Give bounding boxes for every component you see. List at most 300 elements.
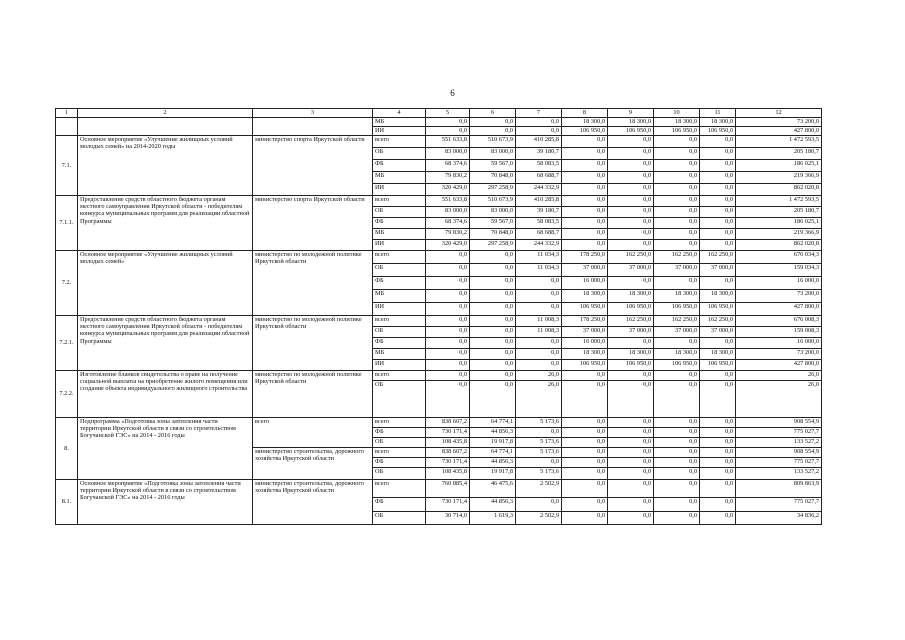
amount-value: 0,0	[700, 218, 736, 229]
amount-value: 0,0	[700, 184, 736, 196]
amount-value: 178 250,0	[562, 316, 608, 327]
amount-value: 0,0	[562, 136, 608, 148]
amount-value: 0,0	[700, 480, 736, 498]
amount-value: 68 374,6	[426, 218, 470, 229]
amount-value: 0,0	[608, 196, 654, 207]
amount-value: 0,0	[608, 229, 654, 240]
funding-source: ОБ	[373, 327, 426, 338]
column-header: 11	[700, 109, 736, 118]
amount-value: 0,0	[608, 428, 654, 438]
amount-value: 0,0	[608, 148, 654, 160]
amount-value: 106 950,0	[700, 127, 736, 136]
amount-value: 0,0	[470, 360, 516, 371]
amount-value: 0,0	[608, 371, 654, 381]
table-row	[56, 418, 822, 428]
total-value: 219 366,9	[736, 229, 822, 240]
total-value: 73 200,0	[736, 118, 822, 127]
amount-value: 0,0	[608, 172, 654, 184]
funding-source: МБ	[373, 290, 426, 303]
total-value: 219 366,9	[736, 172, 822, 184]
amount-value: 410 285,8	[516, 196, 562, 207]
amount-value: 0,0	[608, 418, 654, 428]
funding-source: ФБ	[373, 498, 426, 512]
amount-value: 108 435,8	[426, 468, 470, 480]
amount-value: 11 008,3	[516, 327, 562, 338]
funding-source: всего	[373, 418, 426, 428]
funding-source: ОБ	[373, 381, 426, 418]
amount-value: 106 950,0	[700, 303, 736, 316]
amount-value: 0,0	[516, 118, 562, 127]
funding-source: всего	[373, 196, 426, 207]
amount-value: 0,0	[470, 316, 516, 327]
amount-value: 106 950,0	[562, 127, 608, 136]
item-index: 8.1.	[56, 480, 78, 525]
funding-source: ИИ	[373, 360, 426, 371]
funding-source: ИИ	[373, 127, 426, 136]
table-row	[56, 136, 822, 148]
item-index: 7.2.	[56, 251, 78, 316]
amount-value: 162 250,0	[608, 316, 654, 327]
amount-value: 0,0	[470, 303, 516, 316]
amount-value: 0,0	[700, 172, 736, 184]
total-value: 775 027,7	[736, 428, 822, 438]
amount-value: 70 848,0	[470, 172, 516, 184]
amount-value: 0,0	[654, 207, 700, 218]
column-header: 3	[253, 109, 373, 118]
amount-value: 0,0	[426, 251, 470, 264]
amount-value: 18 300,0	[608, 349, 654, 360]
amount-value: 510 673,9	[470, 196, 516, 207]
amount-value: 0,0	[654, 240, 700, 251]
funding-source: МБ	[373, 172, 426, 184]
item-executor: министерство по молодежной политике Иркутской области	[253, 316, 373, 371]
amount-value: 0,0	[562, 207, 608, 218]
amount-value: 0,0	[654, 512, 700, 525]
amount-value: 0,0	[608, 240, 654, 251]
total-value: 908 554,9	[736, 448, 822, 458]
amount-value: 19 917,8	[470, 438, 516, 448]
amount-value: 5 173,6	[516, 448, 562, 458]
amount-value: 244 332,9	[516, 184, 562, 196]
amount-value: 0,0	[516, 303, 562, 316]
amount-value: 0,0	[562, 371, 608, 381]
item-executor: министерство по молодежной политике Иркутской области	[253, 371, 373, 418]
amount-value: 0,0	[700, 498, 736, 512]
amount-value: 0,0	[700, 196, 736, 207]
amount-value: 551 633,8	[426, 196, 470, 207]
total-value: 133 527,2	[736, 438, 822, 448]
amount-value: 0,0	[654, 468, 700, 480]
funding-source: ФБ	[373, 218, 426, 229]
amount-value: 106 950,0	[654, 360, 700, 371]
amount-value: 68 688,7	[516, 229, 562, 240]
amount-value: 16 000,0	[562, 338, 608, 349]
total-value: 1 472 593,5	[736, 196, 822, 207]
total-value: 427 800,0	[736, 127, 822, 136]
amount-value: 0,0	[654, 229, 700, 240]
total-value: 186 025,1	[736, 160, 822, 172]
amount-value: 0,0	[700, 418, 736, 428]
amount-value: 44 856,3	[470, 498, 516, 512]
amount-value: 162 250,0	[654, 251, 700, 264]
item-executor: министерство по молодежной политике Иркутской области	[253, 251, 373, 316]
amount-value: 46 475,6	[470, 480, 516, 498]
amount-value: 37 000,0	[654, 327, 700, 338]
amount-value: 0,0	[470, 381, 516, 418]
amount-value: 0,0	[470, 251, 516, 264]
column-header: 10	[654, 109, 700, 118]
total-value: 427 800,0	[736, 360, 822, 371]
amount-value: 2 502,9	[516, 512, 562, 525]
amount-value: 0,0	[562, 172, 608, 184]
amount-value: 0,0	[700, 428, 736, 438]
item-name	[78, 118, 253, 136]
amount-value: 320 429,0	[426, 240, 470, 251]
column-header: 5	[426, 109, 470, 118]
amount-value: 0,0	[470, 349, 516, 360]
amount-value: 106 950,0	[608, 303, 654, 316]
amount-value: 0,0	[470, 264, 516, 277]
amount-value: 510 673,9	[470, 136, 516, 148]
total-value: 26,0	[736, 381, 822, 418]
column-header: 12	[736, 109, 822, 118]
funding-source: всего	[373, 480, 426, 498]
amount-value: 106 950,0	[654, 303, 700, 316]
amount-value: 0,0	[426, 360, 470, 371]
amount-value: 162 250,0	[700, 251, 736, 264]
amount-value: 0,0	[470, 338, 516, 349]
amount-value: 26,0	[516, 371, 562, 381]
amount-value: 64 774,1	[470, 448, 516, 458]
amount-value: 0,0	[562, 218, 608, 229]
amount-value: 0,0	[426, 316, 470, 327]
amount-value: 0,0	[654, 381, 700, 418]
funding-source: ИИ	[373, 184, 426, 196]
funding-source: ФБ	[373, 160, 426, 172]
column-header: 1	[56, 109, 78, 118]
item-name: Подпрограмма «Подготовка зоны затопления части территории Иркутской области в связи со строительством Богучанской ГЭС» на 2014 - 2016 годы	[78, 418, 253, 480]
amount-value: 0,0	[608, 207, 654, 218]
amount-value: 83 000,0	[470, 207, 516, 218]
funding-source: МБ	[373, 349, 426, 360]
amount-value: 0,0	[562, 196, 608, 207]
amount-value: 730 171,4	[426, 428, 470, 438]
funding-source: МБ	[373, 229, 426, 240]
amount-value: 59 567,0	[470, 218, 516, 229]
amount-value: 108 435,8	[426, 438, 470, 448]
amount-value: 0,0	[654, 172, 700, 184]
amount-value: 0,0	[426, 127, 470, 136]
funding-source: МБ	[373, 118, 426, 127]
amount-value: 79 830,2	[426, 229, 470, 240]
amount-value: 0,0	[516, 458, 562, 468]
item-index: 7.2.1.	[56, 316, 78, 371]
total-value: 16 000,0	[736, 277, 822, 290]
amount-value: 760 885,4	[426, 480, 470, 498]
amount-value: 18 300,0	[562, 290, 608, 303]
item-executor: министерство строительства, дорожного хозяйства Иркутской области	[253, 480, 373, 525]
amount-value: 0,0	[562, 498, 608, 512]
amount-value: 0,0	[700, 448, 736, 458]
amount-value: 83 000,0	[426, 148, 470, 160]
amount-value: 18 300,0	[654, 290, 700, 303]
amount-value: 83 000,0	[426, 207, 470, 218]
total-value: 862 020,8	[736, 240, 822, 251]
item-name: Основное мероприятие «Улучшение жилищных условий молодых семей»	[78, 251, 253, 316]
amount-value: 0,0	[516, 498, 562, 512]
amount-value: 59 567,0	[470, 160, 516, 172]
amount-value: 0,0	[654, 184, 700, 196]
amount-value: 0,0	[562, 229, 608, 240]
item-index: 7.1.	[56, 136, 78, 196]
amount-value: 0,0	[562, 381, 608, 418]
amount-value: 0,0	[654, 418, 700, 428]
amount-value: 0,0	[470, 290, 516, 303]
program-funding-table	[55, 108, 822, 525]
column-header: 4	[373, 109, 426, 118]
amount-value: 0,0	[700, 458, 736, 468]
column-header: 8	[562, 109, 608, 118]
amount-value: 162 250,0	[654, 316, 700, 327]
funding-source: ФБ	[373, 428, 426, 438]
amount-value: 1 619,3	[470, 512, 516, 525]
amount-value: 106 950,0	[562, 303, 608, 316]
amount-value: 0,0	[426, 338, 470, 349]
item-executor: министерство спорта Иркутской области	[253, 136, 373, 196]
amount-value: 37 000,0	[562, 264, 608, 277]
amount-value: 83 000,0	[470, 148, 516, 160]
amount-value: 5 173,6	[516, 418, 562, 428]
amount-value: 44 856,3	[470, 428, 516, 438]
amount-value: 0,0	[562, 438, 608, 448]
funding-source: всего	[373, 251, 426, 264]
amount-value: 0,0	[426, 290, 470, 303]
amount-value: 0,0	[654, 277, 700, 290]
amount-value: 0,0	[608, 512, 654, 525]
amount-value: 0,0	[426, 277, 470, 290]
amount-value: 0,0	[700, 148, 736, 160]
amount-value: 0,0	[470, 277, 516, 290]
table-row	[56, 316, 822, 327]
item-executor	[253, 118, 373, 136]
funding-source: ФБ	[373, 277, 426, 290]
amount-value: 70 848,0	[470, 229, 516, 240]
amount-value: 0,0	[654, 160, 700, 172]
item-name: Основное мероприятие «Подготовка зоны затопления части территории Иркутской области в связи со строительством Богучанской ГЭС» на 2014 - 2016 годы	[78, 480, 253, 525]
amount-value: 0,0	[700, 338, 736, 349]
item-name: Основное мероприятие «Улучшение жилищных условий молодых семей» на 2014-2020 годы	[78, 136, 253, 196]
funding-source: ОБ	[373, 148, 426, 160]
funding-source: ОБ	[373, 512, 426, 525]
amount-value: 5 173,6	[516, 438, 562, 448]
amount-value: 18 300,0	[608, 118, 654, 127]
amount-value: 58 083,5	[516, 218, 562, 229]
funding-source: ОБ	[373, 468, 426, 480]
amount-value: 106 950,0	[608, 360, 654, 371]
amount-value: 37 000,0	[608, 327, 654, 338]
amount-value: 19 917,8	[470, 468, 516, 480]
funding-source: ОБ	[373, 264, 426, 277]
table-row	[56, 118, 822, 127]
amount-value: 320 429,0	[426, 184, 470, 196]
amount-value: 0,0	[470, 371, 516, 381]
funding-source: всего	[373, 316, 426, 327]
funding-source: ИИ	[373, 240, 426, 251]
amount-value: 0,0	[562, 480, 608, 498]
total-value: 862 020,8	[736, 184, 822, 196]
item-name: Предоставление средств областного бюджета органам местного самоуправления Иркутской области - победителям конкурса муниципальных программ для реализации областной Программы	[78, 196, 253, 251]
amount-value: 0,0	[608, 218, 654, 229]
amount-value: 0,0	[700, 371, 736, 381]
amount-value: 730 171,4	[426, 498, 470, 512]
amount-value: 0,0	[654, 136, 700, 148]
amount-value: 18 300,0	[700, 290, 736, 303]
total-value: 676 008,3	[736, 316, 822, 327]
amount-value: 79 830,2	[426, 172, 470, 184]
amount-value: 30 714,0	[426, 512, 470, 525]
amount-value: 0,0	[654, 458, 700, 468]
total-value: 427 800,0	[736, 303, 822, 316]
amount-value: 0,0	[470, 118, 516, 127]
item-executor: министерство спорта Иркутской области	[253, 196, 373, 251]
amount-value: 0,0	[700, 207, 736, 218]
amount-value: 0,0	[700, 438, 736, 448]
amount-value: 0,0	[470, 327, 516, 338]
total-value: 73 200,0	[736, 290, 822, 303]
column-header: 9	[608, 109, 654, 118]
amount-value: 0,0	[654, 498, 700, 512]
amount-value: 106 950,0	[608, 127, 654, 136]
table-row	[56, 251, 822, 264]
amount-value: 244 332,9	[516, 240, 562, 251]
amount-value: 162 250,0	[608, 251, 654, 264]
amount-value: 0,0	[562, 160, 608, 172]
total-value: 775 027,7	[736, 498, 822, 512]
amount-value: 64 774,1	[470, 418, 516, 428]
amount-value: 18 300,0	[654, 349, 700, 360]
amount-value: 0,0	[608, 136, 654, 148]
amount-value: 37 000,0	[562, 327, 608, 338]
total-value: 159 034,3	[736, 264, 822, 277]
item-name: Изготовление бланков свидетельства о праве на получение социальной выплаты на приобретение жилого помещения или создание объекта индивидуального жилищного строительства	[78, 371, 253, 418]
amount-value: 0,0	[654, 371, 700, 381]
amount-value: 0,0	[654, 196, 700, 207]
item-index	[56, 118, 78, 136]
amount-value: 0,0	[516, 277, 562, 290]
total-value: 34 836,2	[736, 512, 822, 525]
table-row	[56, 371, 822, 381]
amount-value: 58 083,5	[516, 160, 562, 172]
amount-value: 0,0	[516, 290, 562, 303]
amount-value: 0,0	[700, 468, 736, 480]
amount-value: 0,0	[608, 160, 654, 172]
amount-value: 0,0	[700, 277, 736, 290]
amount-value: 0,0	[426, 381, 470, 418]
amount-value: 0,0	[700, 240, 736, 251]
amount-value: 0,0	[562, 468, 608, 480]
amount-value: 410 285,8	[516, 136, 562, 148]
amount-value: 106 950,0	[700, 360, 736, 371]
amount-value: 838 607,2	[426, 418, 470, 428]
amount-value: 0,0	[654, 148, 700, 160]
amount-value: 0,0	[700, 160, 736, 172]
amount-value: 0,0	[608, 381, 654, 418]
item-index: 7.1.1.	[56, 196, 78, 251]
amount-value: 0,0	[700, 229, 736, 240]
amount-value: 0,0	[426, 264, 470, 277]
amount-value: 18 300,0	[654, 118, 700, 127]
amount-value: 0,0	[700, 136, 736, 148]
amount-value: 0,0	[562, 184, 608, 196]
amount-value: 0,0	[516, 338, 562, 349]
item-index: 8.	[56, 418, 78, 480]
item-executor: министерство строительства, дорожного хозяйства Иркутской области	[253, 448, 373, 480]
amount-value: 0,0	[426, 349, 470, 360]
amount-value: 0,0	[562, 448, 608, 458]
total-value: 186 025,1	[736, 218, 822, 229]
amount-value: 0,0	[700, 512, 736, 525]
amount-value: 11 034,3	[516, 251, 562, 264]
funding-source: ОБ	[373, 438, 426, 448]
amount-value: 44 856,3	[470, 458, 516, 468]
amount-value: 68 688,7	[516, 172, 562, 184]
amount-value: 37 000,0	[654, 264, 700, 277]
funding-source: ФБ	[373, 458, 426, 468]
amount-value: 0,0	[562, 458, 608, 468]
amount-value: 0,0	[608, 458, 654, 468]
amount-value: 0,0	[426, 371, 470, 381]
total-value: 73 200,0	[736, 349, 822, 360]
funding-source: всего	[373, 371, 426, 381]
total-value: 205 180,7	[736, 148, 822, 160]
amount-value: 0,0	[516, 127, 562, 136]
amount-value: 39 180,7	[516, 148, 562, 160]
column-header: 2	[78, 109, 253, 118]
amount-value: 0,0	[426, 303, 470, 316]
column-header: 6	[470, 109, 516, 118]
amount-value: 106 950,0	[654, 127, 700, 136]
item-index: 7.2.2.	[56, 371, 78, 418]
amount-value: 0,0	[608, 498, 654, 512]
amount-value: 0,0	[470, 127, 516, 136]
amount-value: 26,0	[516, 381, 562, 418]
amount-value: 0,0	[516, 428, 562, 438]
total-value: 1 472 593,5	[736, 136, 822, 148]
amount-value: 0,0	[608, 468, 654, 480]
funding-source: ИИ	[373, 303, 426, 316]
amount-value: 0,0	[562, 428, 608, 438]
funding-source: ОБ	[373, 207, 426, 218]
amount-value: 0,0	[426, 327, 470, 338]
amount-value: 11 034,3	[516, 264, 562, 277]
amount-value: 178 250,0	[562, 251, 608, 264]
amount-value: 838 607,2	[426, 448, 470, 458]
amount-value: 5 173,6	[516, 468, 562, 480]
amount-value: 18 300,0	[562, 118, 608, 127]
amount-value: 0,0	[562, 240, 608, 251]
amount-value: 0,0	[654, 480, 700, 498]
amount-value: 106 950,0	[562, 360, 608, 371]
item-executor: всего	[253, 418, 373, 448]
amount-value: 0,0	[654, 448, 700, 458]
total-value: 205 180,7	[736, 207, 822, 218]
amount-value: 37 000,0	[608, 264, 654, 277]
total-value: 133 527,2	[736, 468, 822, 480]
column-header: 7	[516, 109, 562, 118]
amount-value: 0,0	[654, 428, 700, 438]
page-number: 6	[450, 88, 455, 98]
amount-value: 0,0	[608, 448, 654, 458]
